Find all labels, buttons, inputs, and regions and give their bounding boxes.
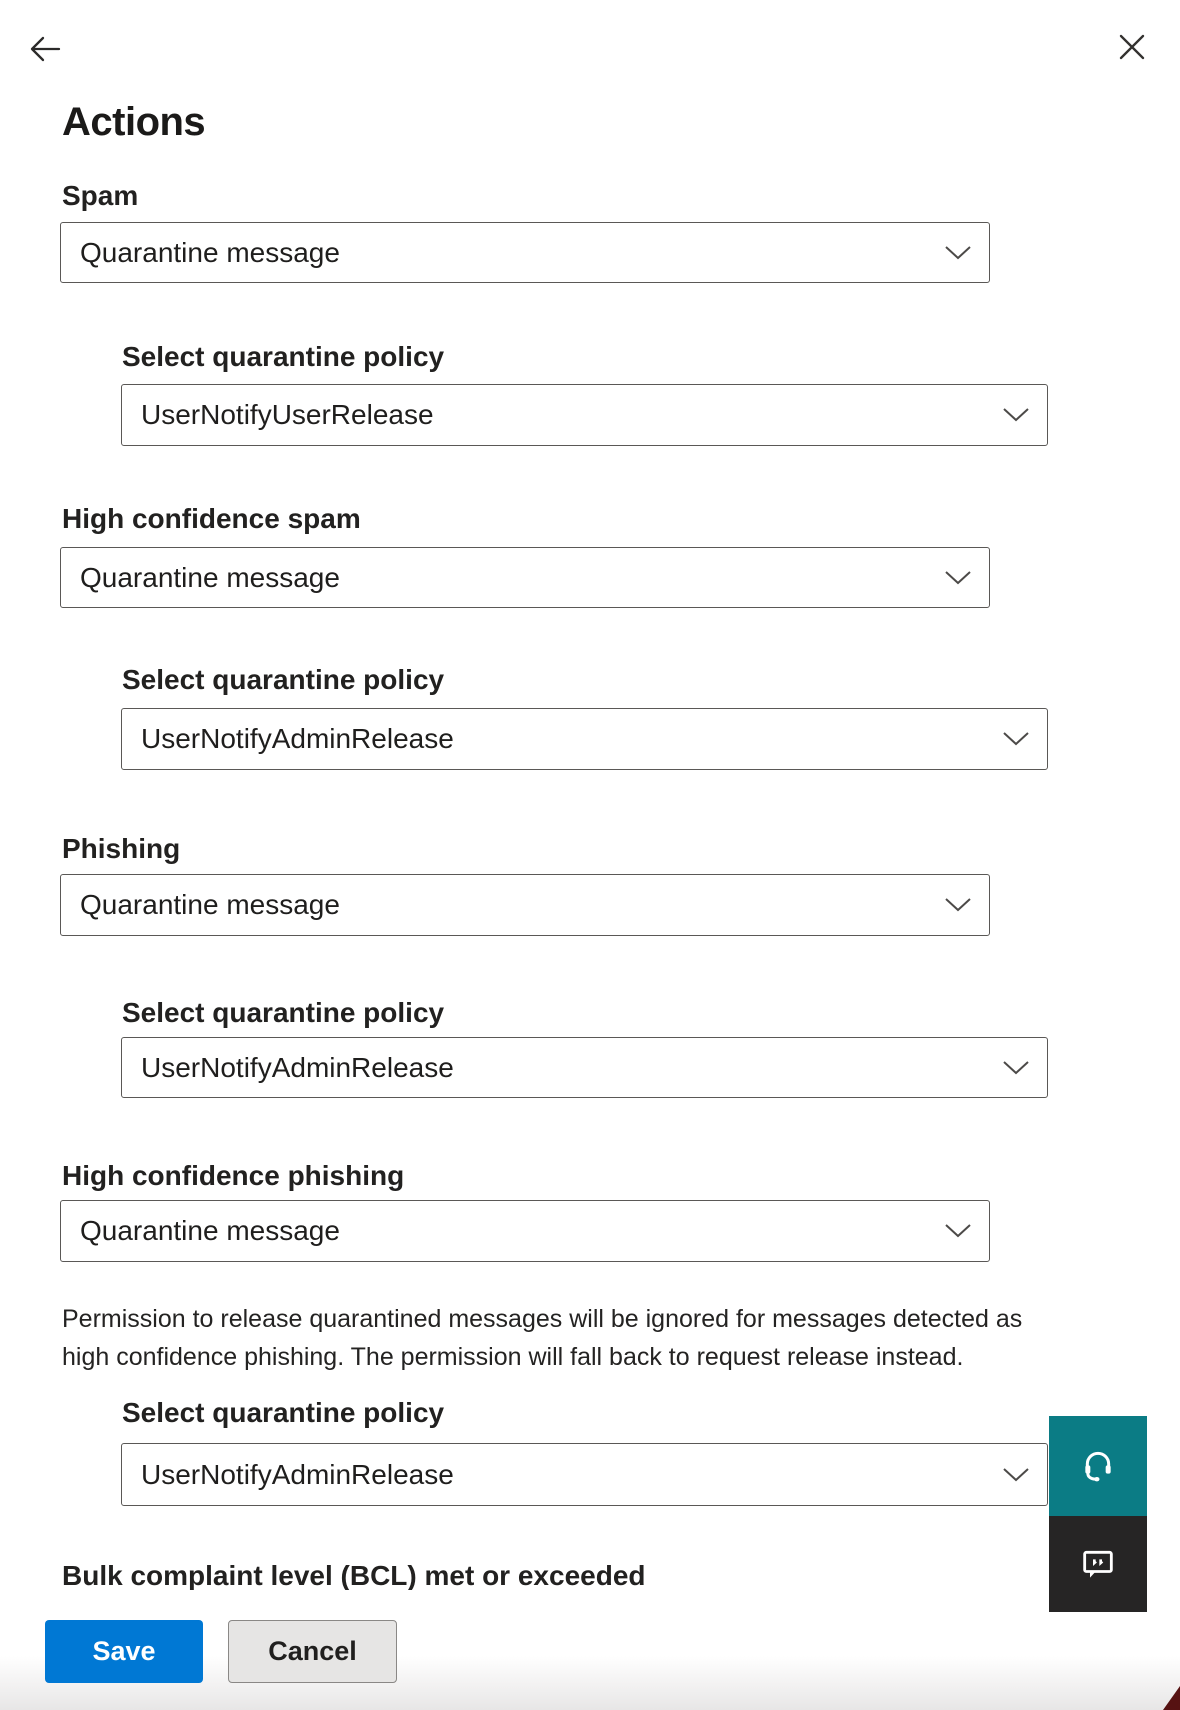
- hcphishing-quarantine-policy-select[interactable]: [121, 1443, 1048, 1506]
- chevron-down-icon: [1002, 731, 1030, 747]
- phishing-quarantine-policy-value: UserNotifyAdminRelease: [141, 1051, 454, 1083]
- phishing-quarantine-policy-select[interactable]: [121, 1037, 1048, 1098]
- high-confidence-phishing-action-value: Quarantine message: [80, 1215, 340, 1246]
- phishing-action-value: Quarantine message: [80, 889, 340, 920]
- note-line-2: high confidence phishing. The permission will fall back to request release instead.: [62, 1343, 964, 1371]
- high-confidence-spam-action-select[interactable]: [60, 547, 990, 608]
- chevron-down-icon: [944, 570, 972, 586]
- close-icon: [1118, 33, 1146, 61]
- hcphishing-quarantine-policy-label: Select quarantine policy: [122, 1397, 445, 1428]
- footer-action-bar: [0, 1590, 1180, 1710]
- hcspam-quarantine-policy-label: Select quarantine policy: [122, 664, 445, 695]
- cancel-button[interactable]: Cancel: [228, 1620, 397, 1683]
- spam-label: Spam: [62, 180, 139, 211]
- hcphishing-quarantine-policy-value: UserNotifyAdminRelease: [141, 1458, 454, 1490]
- high-confidence-phishing-action-select[interactable]: [60, 1200, 990, 1262]
- feedback-button[interactable]: [1049, 1516, 1147, 1612]
- back-arrow-icon: [28, 34, 62, 64]
- hcphishing-permission-note: [62, 1300, 1022, 1376]
- headset-icon: [1078, 1446, 1118, 1486]
- close-button[interactable]: [1114, 30, 1150, 64]
- spam-quarantine-policy-label: Select quarantine policy: [122, 341, 445, 372]
- high-confidence-phishing-label: High confidence phishing: [62, 1160, 405, 1191]
- page-title: Actions: [62, 100, 206, 144]
- phishing-action-select[interactable]: [60, 874, 990, 936]
- chevron-down-icon: [1002, 407, 1030, 423]
- help-support-button[interactable]: [1049, 1416, 1147, 1516]
- hcspam-quarantine-policy-value: UserNotifyAdminRelease: [141, 723, 454, 754]
- chevron-down-icon: [1002, 1467, 1030, 1483]
- chevron-down-icon: [944, 897, 972, 913]
- save-button[interactable]: Save: [45, 1620, 203, 1683]
- high-confidence-spam-action-value: Quarantine message: [80, 561, 340, 593]
- spam-action-select[interactable]: [60, 222, 990, 283]
- phishing-label: Phishing: [62, 833, 181, 864]
- high-confidence-spam-label: High confidence spam: [62, 503, 361, 534]
- hcspam-quarantine-policy-select[interactable]: [121, 708, 1048, 770]
- bulk-complaint-section: [62, 1560, 962, 1590]
- note-line-1: Permission to release quarantined messages will be ignored for messages detected as: [62, 1305, 1023, 1333]
- chevron-down-icon: [1002, 1060, 1030, 1076]
- chevron-down-icon: [944, 245, 972, 261]
- spam-quarantine-policy-select[interactable]: [121, 384, 1048, 446]
- spam-quarantine-policy-value: UserNotifyUserRelease: [141, 399, 434, 430]
- phishing-quarantine-policy-label: Select quarantine policy: [122, 997, 445, 1028]
- feedback-speech-bubble-icon: [1078, 1544, 1118, 1584]
- spam-action-value: Quarantine message: [80, 236, 340, 268]
- chevron-down-icon: [944, 1223, 972, 1239]
- back-button[interactable]: [26, 32, 64, 66]
- bulk-complaint-label: Bulk complaint level (BCL) met or exceeded: [62, 1560, 646, 1590]
